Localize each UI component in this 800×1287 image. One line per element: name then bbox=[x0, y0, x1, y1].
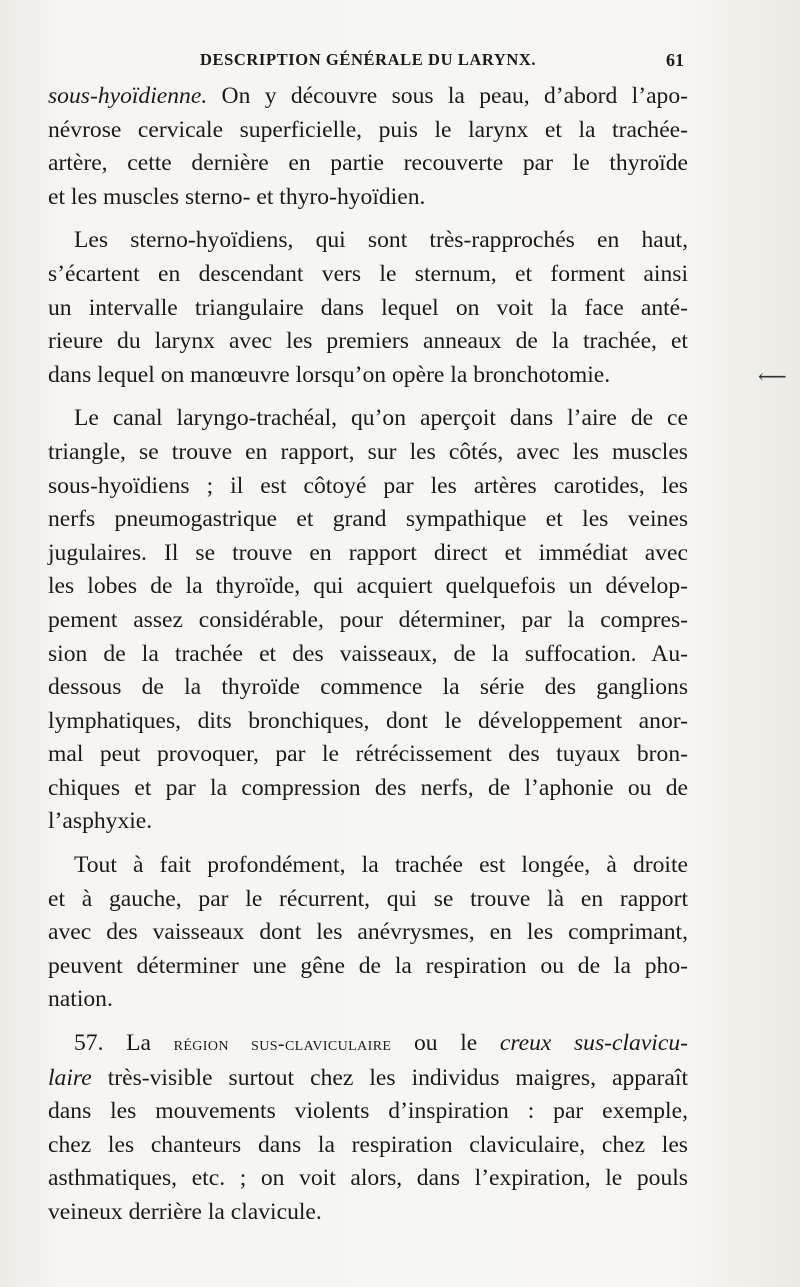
line-text: jugulaires. Il se trouve en rapport direct et immédiat avec bbox=[48, 539, 688, 566]
text-line bbox=[48, 1062, 688, 1096]
text-line bbox=[48, 805, 688, 839]
text-line bbox=[48, 638, 688, 672]
text-line bbox=[48, 1196, 688, 1230]
line-text: triangle, se trouve en rapport, sur les côtés, avec les muscles bbox=[48, 438, 688, 465]
margin-mark: ⟵ bbox=[758, 366, 787, 388]
text-line bbox=[48, 570, 688, 604]
text-line bbox=[48, 883, 688, 917]
paragraph-gap bbox=[48, 839, 688, 849]
line-text: et à gauche, par le récurrent, qui se trouve là en rapport bbox=[48, 885, 688, 912]
line-text: chez les chanteurs dans la respiration claviculaire, chez les bbox=[48, 1131, 688, 1158]
line-text: dans les mouvements violents d’inspiration : par exemple, bbox=[48, 1098, 688, 1125]
line-text: Le canal laryngo-trachéal, qu’on aperçoit dans l’aire de ce bbox=[74, 405, 688, 432]
text-line bbox=[48, 503, 688, 537]
line-text: sion de la trachée et des vaisseaux, de la suffocation. Au- bbox=[48, 640, 688, 667]
running-head: DESCRIPTION GÉNÉRALE DU LARYNX. bbox=[200, 50, 537, 69]
paragraph-gap bbox=[48, 1017, 688, 1027]
text-line bbox=[48, 359, 688, 393]
line-text: très-visible surtout chez les individus maigres, apparaît bbox=[91, 1064, 688, 1091]
line-text: asthmatiques, etc. ; on voit alors, dans l’expiration, le pouls bbox=[48, 1165, 688, 1192]
line-text: les lobes de la thyroïde, qui acquiert quelquefois un dévelop- bbox=[48, 573, 688, 600]
line-text: un intervalle triangulaire dans lequel on voit la face anté- bbox=[48, 294, 688, 321]
line-text: sous-hyoïdiens ; il est côtoyé par les artères carotides, les bbox=[48, 472, 688, 499]
text-line bbox=[48, 950, 688, 984]
line-text: 57. La bbox=[74, 1030, 174, 1057]
line-text: nation. bbox=[48, 986, 113, 1013]
line-text: On y découvre sous la peau, d’abord l’apo- bbox=[207, 83, 688, 109]
text-line bbox=[48, 224, 688, 258]
paragraph bbox=[48, 849, 688, 1017]
line-text: peuvent déterminer une gêne de la respiration ou de la pho- bbox=[48, 952, 688, 979]
line-text: lymphatiques, dits bronchiques, dont le développement anor- bbox=[48, 707, 688, 734]
line-text: chiques et par la compression des nerfs, de l’aphonie ou de bbox=[48, 774, 688, 801]
line-text: dans lequel on manœuvre lorsqu’on opère la bronchotomie. bbox=[48, 361, 611, 388]
text-line bbox=[48, 258, 688, 292]
text-line bbox=[48, 80, 688, 114]
line-text: ou le bbox=[391, 1030, 500, 1057]
italic-text: laire bbox=[48, 1064, 92, 1091]
text-line bbox=[48, 1095, 688, 1129]
text-line bbox=[48, 292, 688, 326]
line-text: s’écartent en descendant vers le sternum, et forment ainsi bbox=[48, 260, 688, 287]
line-text: Les sterno-hyoïdiens, qui sont très-rapprochés en haut, bbox=[74, 227, 688, 254]
paragraph-gap bbox=[48, 392, 688, 402]
text-line bbox=[48, 114, 688, 148]
paragraph bbox=[48, 80, 688, 214]
paragraph bbox=[48, 224, 688, 392]
text-line bbox=[48, 147, 688, 181]
text-line bbox=[48, 916, 688, 950]
line-text: névrose cervicale superficielle, puis le larynx et la trachée- bbox=[48, 116, 688, 143]
body-text bbox=[48, 80, 688, 1230]
text-line bbox=[48, 1129, 688, 1163]
page-number: 61 bbox=[666, 50, 684, 70]
italic-text: creux sus-clavicu- bbox=[499, 1030, 688, 1057]
page-header bbox=[48, 44, 688, 74]
line-text: avec des vaisseaux dont les anévrysmes, en les comprimant, bbox=[48, 919, 688, 946]
text-line bbox=[48, 436, 688, 470]
text-line bbox=[48, 1027, 688, 1062]
line-text: dessous de la thyroïde commence la série des ganglions bbox=[48, 674, 688, 701]
line-text: Tout à fait profondément, la trachée est longée, à droite bbox=[74, 852, 688, 879]
text-line bbox=[48, 1162, 688, 1196]
line-text: artère, cette dernière en partie recouverte par le thyroïde bbox=[48, 150, 688, 177]
text-line bbox=[48, 772, 688, 806]
line-text: nerfs pneumogastrique et grand sympathique et les veines bbox=[48, 506, 688, 533]
line-text: l’asphyxie. bbox=[48, 808, 153, 835]
line-text: veineux derrière la clavicule. bbox=[48, 1199, 322, 1225]
text-line bbox=[48, 705, 688, 739]
text-line bbox=[48, 983, 688, 1017]
text-line bbox=[48, 181, 688, 215]
text-line bbox=[48, 325, 688, 359]
line-text: pement assez considérable, pour déterminer, par la compres- bbox=[48, 606, 688, 633]
paragraph bbox=[48, 402, 688, 839]
paragraph-gap bbox=[48, 214, 688, 224]
line-text: rieure du larynx avec les premiers anneaux de la trachée, et bbox=[48, 328, 688, 355]
text-line bbox=[48, 537, 688, 571]
text-line bbox=[48, 738, 688, 772]
small-caps-text: région sus-claviculaire bbox=[173, 1033, 392, 1056]
line-text: et les muscles sterno- et thyro-hyoïdien. bbox=[48, 183, 426, 210]
line-text: mal peut provoquer, par le rétrécissement des tuyaux bron- bbox=[48, 741, 688, 768]
text-line bbox=[48, 604, 688, 638]
text-line bbox=[48, 671, 688, 705]
paragraph bbox=[48, 1027, 688, 1230]
text-line bbox=[48, 470, 688, 504]
text-line bbox=[48, 402, 688, 436]
italic-text: sous-hyoïdienne. bbox=[48, 83, 208, 109]
text-line bbox=[48, 849, 688, 883]
